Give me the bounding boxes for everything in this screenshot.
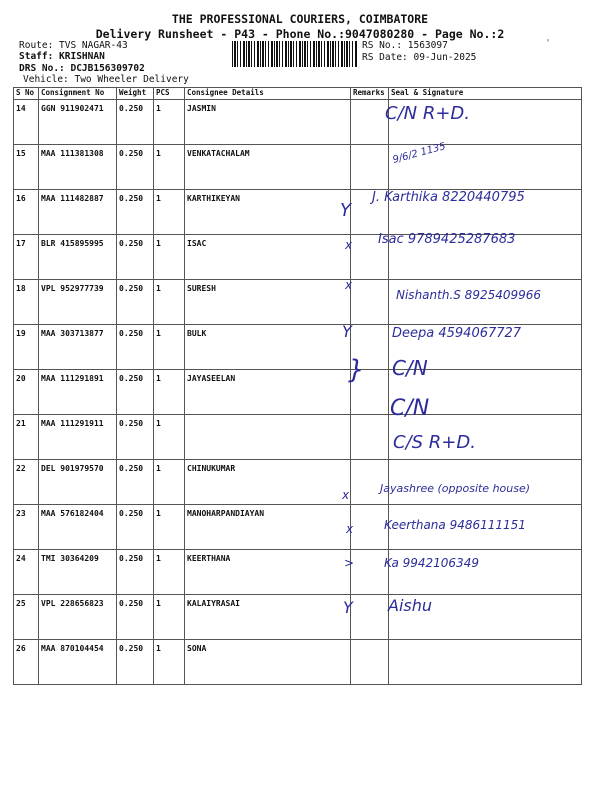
cell-remarks — [351, 505, 389, 550]
cell-consignment: MAA 576182404 — [39, 505, 117, 550]
col-sno: S No — [14, 88, 39, 100]
cell-consignee: SURESH — [185, 280, 351, 325]
cell-consignee: BULK — [185, 325, 351, 370]
cell-sno: 26 — [14, 640, 39, 685]
cell-consignee: ISAC — [185, 235, 351, 280]
table-row — [14, 370, 582, 415]
handwritten-signature: J. Karthika 8220440795 — [372, 190, 525, 205]
handwritten-signature: Aishu — [388, 596, 433, 615]
remark-mark: > — [344, 556, 355, 570]
cell-pcs: 1 — [154, 190, 185, 235]
cell-consignment: MAA 303713877 — [39, 325, 117, 370]
cell-consignee: KEERTHANA — [185, 550, 351, 595]
cell-pcs: 1 — [154, 640, 185, 685]
cell-consignment: MAA 111381308 — [39, 145, 117, 190]
table-row — [14, 100, 582, 145]
table-row — [14, 550, 582, 595]
cell-consignment: MAA 111291911 — [39, 415, 117, 460]
handwritten-signature: Isac 9789425287683 — [378, 232, 516, 247]
cell-consignee: SONA — [185, 640, 351, 685]
cell-weight: 0.250 — [117, 145, 154, 190]
handwritten-signature: Nishanth.S 8925409966 — [396, 288, 542, 302]
col-remarks: Remarks — [351, 88, 389, 100]
cell-remarks — [351, 100, 389, 145]
cell-remarks — [351, 640, 389, 685]
table-row — [14, 145, 582, 190]
cell-remarks — [351, 145, 389, 190]
cell-weight: 0.250 — [117, 595, 154, 640]
cell-pcs: 1 — [154, 415, 185, 460]
rs-number: RS No.: 1563097 — [362, 40, 448, 51]
cell-sno: 22 — [14, 460, 39, 505]
handwritten-signature: C/N R+D. — [385, 103, 470, 124]
cell-consignee: JASMIN — [185, 100, 351, 145]
rs-date: RS Date: 09-Jun-2025 — [362, 52, 477, 63]
cell-consignment: BLR 415895995 — [39, 235, 117, 280]
handwritten-signature: Ka 9942106349 — [384, 556, 479, 570]
remark-mark: x — [346, 522, 354, 536]
runsheet-table — [13, 87, 582, 685]
cell-consignment: MAA 111482887 — [39, 190, 117, 235]
cell-signature — [389, 280, 582, 325]
cell-consignment: GGN 911902471 — [39, 100, 117, 145]
runsheet-title: Delivery Runsheet - P43 - Phone No.:9047080280 - Page No.:2 — [95, 27, 505, 41]
cell-weight: 0.250 — [117, 280, 154, 325]
cell-remarks — [351, 280, 389, 325]
remark-mark: Y — [340, 200, 351, 221]
handwritten-signature: C/S R+D. — [393, 432, 476, 453]
cell-remarks — [351, 595, 389, 640]
cell-pcs: 1 — [154, 595, 185, 640]
cell-pcs: 1 — [154, 460, 185, 505]
cell-pcs: 1 — [154, 100, 185, 145]
cell-sno: 15 — [14, 145, 39, 190]
cell-sno: 17 — [14, 235, 39, 280]
cell-sno: 14 — [14, 100, 39, 145]
cell-pcs: 1 — [154, 235, 185, 280]
handwritten-signature: 9/6/2 1135 — [391, 141, 447, 166]
cell-pcs: 1 — [154, 370, 185, 415]
cell-weight: 0.250 — [117, 640, 154, 685]
handwritten-signature: Jayashree (opposite house) — [380, 482, 531, 495]
cell-pcs: 1 — [154, 325, 185, 370]
cell-pcs: 1 — [154, 145, 185, 190]
remark-mark: x — [345, 238, 353, 252]
table-row — [14, 640, 582, 685]
cell-consignment: VPL 228656823 — [39, 595, 117, 640]
cell-sno: 25 — [14, 595, 39, 640]
cell-consignment: MAA 870104454 — [39, 640, 117, 685]
handwritten-signature: Deepa 4594067727 — [392, 326, 522, 341]
cell-consignee: CHINUKUMAR — [185, 460, 351, 505]
cell-weight: 0.250 — [117, 370, 154, 415]
table-row — [14, 280, 582, 325]
cell-sno: 18 — [14, 280, 39, 325]
remark-mark: } — [348, 355, 365, 385]
vehicle-label: Vehicle: Two Wheeler Delivery — [23, 74, 189, 85]
handwritten-signature: C/N — [392, 356, 428, 380]
cell-sno: 19 — [14, 325, 39, 370]
cell-remarks — [351, 415, 389, 460]
cell-consignment: DEL 901979570 — [39, 460, 117, 505]
table-header-row — [14, 88, 582, 100]
cell-weight: 0.250 — [117, 190, 154, 235]
cell-weight: 0.250 — [117, 415, 154, 460]
handwritten-signature: C/N — [390, 396, 430, 421]
col-weight: Weight — [117, 88, 154, 100]
cell-weight: 0.250 — [117, 550, 154, 595]
cell-consignment: VPL 952977739 — [39, 280, 117, 325]
cell-weight: 0.250 — [117, 235, 154, 280]
col-consignee: Consignee Details — [185, 88, 351, 100]
cell-pcs: 1 — [154, 550, 185, 595]
cell-consignee: MANOHARPANDIAYAN — [185, 505, 351, 550]
cell-weight: 0.250 — [117, 505, 154, 550]
staff-label: Staff: KRISHNAN — [19, 51, 105, 62]
handwritten-signature: Keerthana 9486111151 — [384, 518, 526, 532]
col-pcs: PCS — [154, 88, 185, 100]
cell-sno: 16 — [14, 190, 39, 235]
cell-sno: 24 — [14, 550, 39, 595]
remark-mark: Y — [342, 322, 352, 341]
col-signature: Seal & Signature — [389, 88, 582, 100]
cell-remarks — [351, 550, 389, 595]
cell-consignee: VENKATACHALAM — [185, 145, 351, 190]
route-label: Route: TVS NAGAR-43 — [19, 40, 128, 51]
cell-consignment: TMI 30364209 — [39, 550, 117, 595]
cell-consignment: MAA 111291891 — [39, 370, 117, 415]
cell-sno: 21 — [14, 415, 39, 460]
cell-consignee — [185, 415, 351, 460]
barcode-image — [232, 41, 358, 67]
remark-mark: Y — [343, 598, 353, 617]
table-row — [14, 415, 582, 460]
table-row — [14, 595, 582, 640]
remark-mark: x — [342, 488, 350, 502]
company-title: THE PROFESSIONAL COURIERS, COIMBATORE — [171, 12, 429, 26]
scan-mark: ' — [545, 38, 552, 49]
col-consignment: Consignment No — [39, 88, 117, 100]
cell-consignee: JAYASEELAN — [185, 370, 351, 415]
cell-consignee: KALAIYRASAI — [185, 595, 351, 640]
drs-label: DRS No.: DCJB156309702 — [19, 63, 145, 74]
cell-weight: 0.250 — [117, 460, 154, 505]
cell-pcs: 1 — [154, 505, 185, 550]
cell-consignee: KARTHIKEYAN — [185, 190, 351, 235]
cell-weight: 0.250 — [117, 325, 154, 370]
cell-signature — [389, 640, 582, 685]
cell-sno: 23 — [14, 505, 39, 550]
cell-weight: 0.250 — [117, 100, 154, 145]
cell-sno: 20 — [14, 370, 39, 415]
cell-pcs: 1 — [154, 280, 185, 325]
remark-mark: x — [345, 278, 353, 292]
